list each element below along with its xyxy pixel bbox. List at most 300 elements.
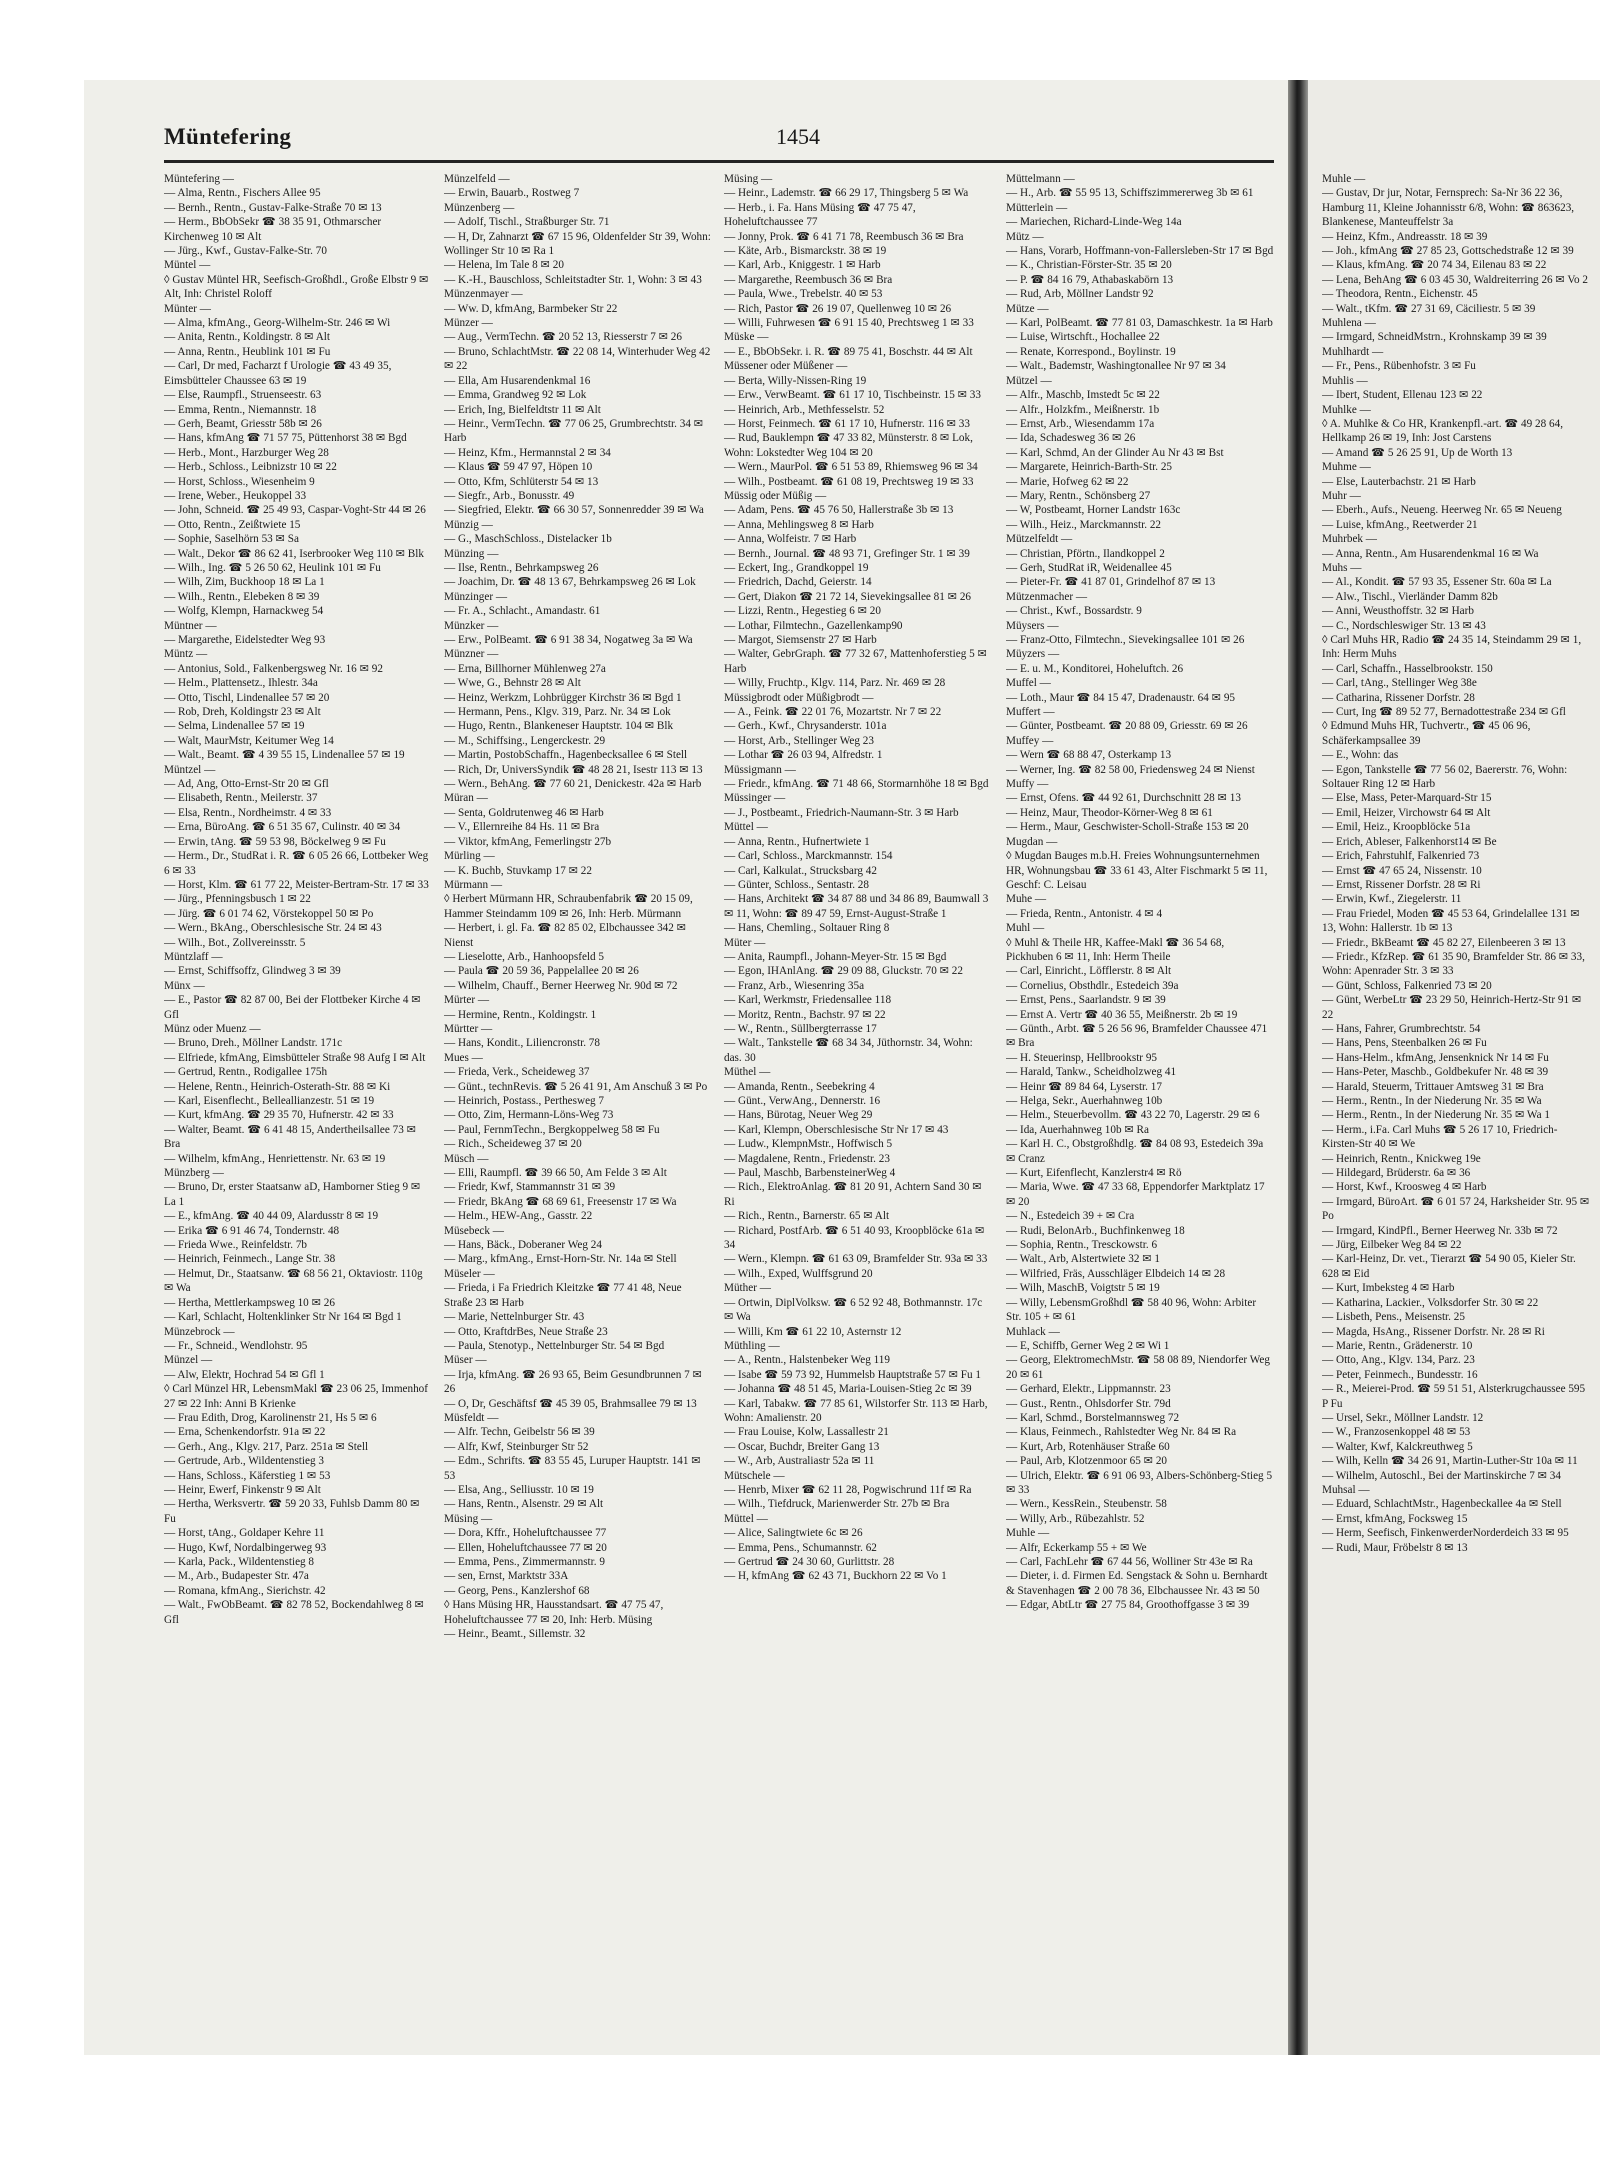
directory-entry: — Herbert, i. gl. Fa. ☎ 82 85 02, Elbchaussee 342 ✉ Nienst: [444, 922, 687, 949]
directory-entry: — Ludw., KlempnMstr., Hoffwisch 5: [724, 1138, 893, 1151]
page-number: 1454: [776, 124, 820, 149]
directory-entry: — Käte, Arb., Bismarckstr. 38 ✉ 19: [724, 245, 887, 258]
book-gutter: [1288, 80, 1308, 2055]
directory-entry: — K.-H., Bauschloss, Schleitstadter Str. 1, Wohn: 3 ✉ 43: [444, 273, 702, 286]
facing-page-entry: — Fr., Pens., Rübenhofstr. 3 ✉ Fu: [1322, 360, 1476, 373]
directory-entry: Mugdan —: [1006, 835, 1058, 848]
directory-entry: — Dieter, i. d. Firmen Ed. Sengstack & Sohn u. Bernhardt & Stavenhagen ☎ 2 00 78 36, Elbchaussee Nr. 43 ✉ 50: [1006, 1570, 1268, 1597]
facing-page-entry: — Irmgard, SchneidMstrn., Krohnskamp 39 ✉ 39: [1322, 331, 1547, 344]
directory-entry: Mützenmacher —: [1006, 590, 1088, 603]
facing-page-entry: — Friedr., BkBeamt ☎ 45 82 27, Eilenbeeren 3 ✉ 13: [1322, 936, 1566, 949]
directory-entry: — Eckert, Ing., Grandkoppel 19: [724, 561, 869, 574]
directory-entry: Münzberg —: [164, 1167, 224, 1180]
directory-entry: — Wilh., Tiefdruck, Marienwerder Str. 27b ✉ Bra: [724, 1498, 950, 1511]
scan-background-top: [0, 0, 1600, 78]
directory-entry: — Joachim, Dr. ☎ 48 13 67, Behrkampsweg 26 ✉ Lok: [444, 576, 696, 589]
directory-entry: — Edgar, AbtLtr ☎ 27 75 84, Groothoffgasse 3 ✉ 39: [1006, 1599, 1250, 1612]
facing-page-entry: — Kurt, Imbeksteg 4 ✉ Harb: [1322, 1282, 1455, 1295]
directory-entry: — Willy, LebensmGroßhdl ☎ 58 40 96, Wohn: Arbiter Str. 105 + ✉ 61: [1006, 1296, 1257, 1324]
directory-entry: — Helm., Plattensetz., Ihlestr. 34a: [164, 677, 318, 690]
directory-entry: — Bruno, SchlachtMstr. ☎ 22 08 14, Winterhuder Weg 42 ✉ 22: [444, 345, 711, 373]
facing-page-entry: Muhrbek —: [1322, 533, 1377, 546]
facing-page-entry: — Anni, Weusthoffstr. 32 ✉ Harb: [1322, 605, 1474, 618]
directory-entry: — Gertrude, Arb., Wildentenstieg 3: [164, 1455, 324, 1468]
directory-entry: — E., BbObSekr. i. R. ☎ 89 75 41, Boschstr. 44 ✉ Alt: [724, 345, 973, 358]
directory-entry: — Mariechen, Richard-Linde-Weg 14a: [1006, 216, 1182, 229]
directory-entry: Müsfeldt —: [444, 1411, 499, 1424]
directory-entry: — Herb., i. Fa. Hans Müsing ☎ 47 75 47, Hoheluftchaussee 77: [724, 201, 916, 229]
directory-column-4: [1006, 172, 1274, 2032]
directory-entry: — Anna, Mehlingsweg 8 ✉ Harb: [724, 518, 874, 531]
directory-entry: — Willi, Fuhrwesen ☎ 6 91 15 40, Prechtsweg 1 ✉ 33: [724, 317, 974, 330]
directory-entry: — Christian, Pförtn., Ilandkoppel 2: [1006, 547, 1165, 560]
directory-entry: Müntel —: [164, 259, 211, 272]
directory-entry: Müssener oder Müßener —: [724, 360, 848, 373]
facing-page-entry: — Luise, kfmAng., Reetwerder 21: [1322, 518, 1478, 531]
directory-entry: — sen, Ernst, Marktstr 33A: [444, 1570, 569, 1583]
directory-entry: Muhe —: [1006, 893, 1047, 906]
facing-page-entry: — Else, Lauterbachstr. 21 ✉ Harb: [1322, 475, 1476, 488]
directory-entry: — Wilh, MaschB, Voigtstr 5 ✉ 19: [1006, 1282, 1160, 1295]
facing-page-entry: — Else, Mass, Peter-Marquard-Str 15: [1322, 792, 1492, 805]
directory-entry: — Werner, Ing. ☎ 82 58 00, Friedensweg 24 ✉ Nienst: [1006, 763, 1255, 776]
directory-entry: Münzinger —: [444, 590, 508, 603]
directory-entry: — Emma, Pens., Schumannstr. 62: [724, 1541, 877, 1554]
directory-entry: — Henrb, Mixer ☎ 62 11 28, Pogwischrund 11f ✉ Ra: [724, 1483, 972, 1496]
directory-entry: — Gertrud ☎ 24 30 60, Gurlittstr. 28: [724, 1556, 895, 1568]
directory-entry: — Herb., Schloss., Leibnizstr 10 ✉ 22: [164, 461, 337, 474]
facing-page-entry: — Emil, Heizer, Virchowstr 64 ✉ Alt: [1322, 806, 1491, 819]
directory-entry: — Ortwin, DiplVolksw. ☎ 6 52 92 48, Bothmannstr. 17c ✉ Wa: [724, 1296, 983, 1324]
directory-entry: — Walter, GebrGraph. ☎ 77 32 67, Mattenhoferstieg 5 ✉ Harb: [724, 648, 987, 675]
directory-entry: — Rich., Rentn., Barnerstr. 65 ✉ Alt: [724, 1210, 890, 1223]
directory-entry: — Emma, Rentn., Niemannstr. 18: [164, 403, 317, 416]
directory-entry: — Alfr, Eckerkamp 55 + ✉ We: [1006, 1541, 1147, 1554]
directory-entry: Mütz —: [1006, 230, 1044, 243]
directory-entry: — Carl, Dr med, Facharzt f Urologie ☎ 43 49 35, Eimsbütteler Chaussee 63 ✉ 19: [164, 360, 392, 387]
directory-entry: Münx —: [164, 979, 205, 992]
directory-entry: — Gerh, Beamt, Griesstr 58b ✉ 26: [164, 417, 322, 430]
directory-entry: — Margarete, Heinrich-Barth-Str. 25: [1006, 461, 1173, 474]
directory-entry: — Jürg., Kwf., Gustav-Falke-Str. 70: [164, 245, 327, 258]
facing-page-entry: ◊ A. Muhlke & Co HR, Krankenpfl.-art. ☎ 49 28 64, Hellkamp 26 ✉ 19, Inh: Jost Carstens: [1322, 417, 1564, 445]
directory-entry: — Hans, Bäck., Doberaner Weg 24: [444, 1239, 602, 1252]
directory-entry: Muhl —: [1006, 922, 1045, 935]
directory-entry: — Helmut, Dr., Staatsanw. ☎ 68 56 21, Oktaviostr. 110g ✉ Wa: [164, 1267, 423, 1295]
facing-page-entry: ◊ Carl Muhs HR, Radio ☎ 24 35 14, Steindamm 29 ✉ 1, Inh: Herm Muhs: [1322, 634, 1582, 661]
facing-page-entry: — Otto, Ang., Klgv. 134, Parz. 23: [1322, 1354, 1475, 1367]
facing-page-entry: — Ernst, kfmAng, Focksweg 15: [1322, 1512, 1468, 1525]
directory-entry: — Sophia, Rentn., Tresckowstr. 6: [1006, 1239, 1158, 1252]
facing-page-entry: Muhlhardt —: [1322, 345, 1384, 358]
directory-entry: Muffey —: [1006, 734, 1054, 747]
directory-entry: — Oscar, Buchdr, Breiter Gang 13: [724, 1440, 880, 1453]
facing-page-entry: — Erwin, Kwf., Ziegelerstr. 11: [1322, 893, 1462, 906]
directory-entry: — Herm., Maur, Geschwister-Scholl-Straße 153 ✉ 20: [1006, 821, 1249, 834]
directory-entry: — Ilse, Rentn., Behrkampsweg 26: [444, 561, 599, 574]
directory-entry: — Karl, Arb., Kniggestr. 1 ✉ Harb: [724, 259, 881, 272]
directory-entry: — P. ☎ 84 16 79, Athabaskabörn 13: [1006, 273, 1174, 286]
facing-page-entry: — Erich, Ableser, Falkenhorst14 ✉ Be: [1322, 835, 1497, 848]
directory-entry: — Heinr., Lademstr. ☎ 66 29 17, Thingsberg 5 ✉ Wa: [724, 187, 969, 200]
facing-page-entry: Muhr —: [1322, 489, 1361, 502]
directory-entry: — Lizzi, Rentn., Hegestieg 6 ✉ 20: [724, 605, 881, 618]
facing-page-entry: — Frau Friedel, Moden ☎ 45 53 64, Grindelallee 131 ✉ 13, Wohn: Hallerstr. 1b ✉ 13: [1322, 907, 1580, 935]
directory-entry: — Wilhelm, kfmAng., Henriettenstr. Nr. 63 ✉ 19: [164, 1152, 386, 1165]
facing-page: [1308, 80, 1600, 2055]
directory-entry: — E. u. M., Konditorei, Hoheluftch. 26: [1006, 662, 1184, 675]
directory-entry: Müntner —: [164, 619, 217, 632]
directory-entry: — Alma, kfmAng., Georg-Wilhelm-Str. 246 ✉ Wi: [164, 317, 391, 330]
directory-entry: — Willy, Arb., Rübezahlstr. 52: [1006, 1512, 1145, 1525]
directory-entry: — W., Rentn., Süllbergterrasse 17: [724, 1022, 877, 1035]
directory-entry: — Marie, Nettelnburger Str. 43: [444, 1311, 585, 1324]
facing-page-entry: Muhme —: [1322, 461, 1371, 474]
facing-page-entry: — Rudi, Maur, Fröbelstr 8 ✉ 13: [1322, 1541, 1468, 1554]
directory-entry: — W, Postbeamt, Horner Landstr 163c: [1006, 504, 1181, 517]
directory-entry: — Hans, Bürotag, Neuer Weg 29: [724, 1109, 873, 1122]
directory-entry: — Hans, Rentn., Alsenstr. 29 ✉ Alt: [444, 1498, 604, 1511]
facing-page-entry: — Carl, tAng., Stellinger Weg 38e: [1322, 677, 1477, 690]
directory-entry: — Wern ☎ 68 88 47, Osterkamp 13: [1006, 749, 1172, 762]
directory-entry: — Wilh, Zim, Buckhoop 18 ✉ La 1: [164, 576, 325, 589]
directory-entry: — Otto, Zim, Hermann-Löns-Weg 73: [444, 1109, 614, 1122]
facing-page-entry: — Eduard, SchlachtMstr., Hagenbeckallee 4a ✉ Stell: [1322, 1498, 1562, 1511]
directory-entry: — Günter, Schloss., Sentastr. 28: [724, 878, 869, 891]
facing-page-entry: — Joh., kfmAng ☎ 27 85 23, Gottschedstraße 12 ✉ 39: [1322, 245, 1574, 258]
facing-page-entry: — Klaus, kfmAng. ☎ 20 74 34, Eilenau 83 ✉ 22: [1322, 259, 1547, 272]
facing-page-entry: — Harald, Steuerm, Trittauer Amtsweg 31 ✉ Bra: [1322, 1080, 1544, 1093]
directory-entry: — Otto, KraftdrBes, Neue Straße 23: [444, 1325, 608, 1338]
directory-entry: — Ww. D, kfmAng, Barmbeker Str 22: [444, 302, 618, 315]
facing-page-entry: — Catharina, Rissener Dorfstr. 28: [1322, 691, 1475, 704]
directory-entry: — Herb., Mont., Harzburger Weg 28: [164, 446, 329, 459]
directory-entry: Müssinger —: [724, 792, 786, 805]
directory-entry: — Alfr., Maschb, Imstedt 5c ✉ 22: [1006, 389, 1160, 402]
directory-entry: — Günter, Postbeamt. ☎ 20 88 09, Griesstr. 69 ✉ 26: [1006, 720, 1248, 733]
directory-entry: Muffy —: [1006, 778, 1049, 791]
directory-entry: — Fr. A., Schlacht., Amandastr. 61: [444, 605, 601, 618]
facing-page-entry: — Walter, Kwf, Kalckreuthweg 5: [1322, 1440, 1473, 1453]
directory-entry: — Wilh., Bot., Zollvereinsstr. 5: [164, 936, 306, 949]
directory-entry: — Karl, Klempn, Oberschlesische Str Nr 17 ✉ 43: [724, 1123, 949, 1136]
directory-entry: — Renate, Korrespond., Boylinstr. 19: [1006, 345, 1176, 358]
directory-entry: ◊ Carl Münzel HR, LebensmMakl ☎ 23 06 25, Immenhof 27 ✉ 22 Inh: Anni B Krienke: [164, 1383, 428, 1410]
directory-entry: — Hugo, Rentn., Blankeneser Hauptstr. 104 ✉ Blk: [444, 720, 674, 733]
directory-entry: Münzer —: [444, 317, 493, 330]
directory-entry: — H., Arb. ☎ 55 95 13, Schiffszimmererweg 3b ✉ 61: [1006, 187, 1254, 200]
directory-entry: — Wilh., Rentn., Elebeken 8 ✉ 39: [164, 590, 320, 603]
directory-entry: — Heinz, Maur, Theodor-Körner-Weg 8 ✉ 61: [1006, 806, 1213, 819]
directory-entry: — Willy, Fruchtp., Klgv. 114, Parz. Nr. 469 ✉ 28: [724, 677, 946, 690]
facing-page-entry: — Friedr., KfzRep. ☎ 61 35 90, Bramfelder Str. 86 ✉ 33, Wohn: Apenrader Str. 3 ✉ 33: [1322, 950, 1585, 978]
directory-entry: — Heinz, Werkzm, Lohbrügger Kirchstr 36 ✉ Bgd 1: [444, 691, 682, 704]
directory-entry: Müssigmann —: [724, 763, 796, 776]
facing-page-entry: — Carl, Schaffn., Hasselbrookstr. 150: [1322, 662, 1493, 675]
directory-entry: ◊ Herbert Mürmann HR, Schraubenfabrik ☎ 20 15 09, Hammer Steindamm 109 ✉ 26, Inh: Herb. Mürmann: [444, 893, 693, 920]
facing-page-entry: Muhlke —: [1322, 403, 1371, 416]
facing-page-entry: — Irmgard, BüroArt. ☎ 6 01 57 24, Harksheider Str. 95 ✉ Po: [1322, 1195, 1590, 1223]
directory-entry: — A., Feink. ☎ 22 01 76, Mozartstr. Nr 7 ✉ 22: [724, 706, 942, 719]
facing-page-entry: — Herm., Rentn., In der Niederung Nr. 35 ✉ Wa: [1322, 1095, 1542, 1107]
directory-entry: Müthel —: [724, 1066, 771, 1079]
directory-entry: — Wolfg, Klempn, Harnackweg 54: [164, 605, 324, 618]
directory-entry: — Rich, Dr, UniversSyndik ☎ 48 28 21, Isestr 113 ✉ 13: [444, 763, 703, 776]
page-header: [164, 124, 1274, 154]
directory-entry: — Heinr, Ewerf, Finkenstr 9 ✉ Alt: [164, 1483, 321, 1496]
facing-page-entry: — Gustav, Dr jur, Notar, Fernsprech: Sa-Nr 36 22 36, Hamburg 11, Kleine Johannisstr 6/8, Wohn: ☎ 863623, Blankenese, Manteuffelstr 3a: [1322, 187, 1575, 229]
directory-entry: — Rud, Arb, Möllner Landstr 92: [1006, 288, 1154, 301]
directory-entry: — M., Arb., Budapester Str. 47a: [164, 1570, 309, 1583]
directory-entry: Mützelfeldt —: [1006, 533, 1073, 546]
directory-entry: — John, Schneid. ☎ 25 49 93, Caspar-Voght-Str 44 ✉ 26: [164, 504, 426, 517]
directory-entry: Muffert —: [1006, 706, 1055, 719]
directory-entry: — Rud, Bauklempn ☎ 47 33 82, Münsterstr. 8 ✉ Lok, Wohn: Lokstedter Weg 104 ✉ 20: [724, 432, 973, 459]
directory-entry: — Paula, Stenotyp., Nettelnburger Str. 54 ✉ Bgd: [444, 1339, 665, 1352]
directory-entry: — Friedr, BkAng ☎ 68 69 61, Freesenstr 17 ✉ Wa: [444, 1195, 677, 1208]
directory-entry: — Carl, FachLehr ☎ 67 44 56, Wolliner Str 43e ✉ Ra: [1006, 1556, 1253, 1568]
directory-entry: Müther —: [724, 1282, 771, 1295]
directory-entry: — Bernh., Rentn., Gustav-Falke-Straße 70 ✉ 13: [164, 201, 382, 214]
facing-page-entry: — Irmgard, KindPfl., Berner Heerweg Nr. 33b ✉ 72: [1322, 1224, 1558, 1237]
directory-entry: — Erna, Schenkendorfstr. 91a ✉ 22: [164, 1426, 326, 1439]
directory-entry: — Irja, kfmAng. ☎ 26 93 65, Beim Gesundbrunnen 7 ✉ 26: [444, 1368, 702, 1396]
directory-entry: — Emma, Pens., Zimmermannstr. 9: [444, 1556, 605, 1568]
directory-entry: — Wern., BkAng., Oberschlesische Str. 24 ✉ 43: [164, 922, 382, 935]
directory-entry: — Horst, Klm. ☎ 61 77 22, Meister-Bertram-Str. 17 ✉ 33: [164, 878, 429, 891]
directory-entry: — Elsa, Rentn., Nordheimstr. 4 ✉ 33: [164, 806, 332, 819]
directory-entry: — Hertha, Mettlerkampsweg 10 ✉ 26: [164, 1296, 335, 1309]
directory-entry: — Kurt, Arb, Rotenhäuser Straße 60: [1006, 1440, 1170, 1453]
directory-entry: — Karl H. C., Obstgroßhdlg. ☎ 84 08 93, Estedeich 39a ✉ Cranz: [1006, 1138, 1264, 1165]
directory-entry: Müske —: [724, 331, 769, 344]
facing-page-entry: — C., Nordschleswiger Str. 13 ✉ 43: [1322, 619, 1486, 632]
directory-entry: — Karl, PolBeamt. ☎ 77 81 03, Damaschkestr. 1a ✉ Harb: [1006, 317, 1273, 330]
directory-entry: — Frieda, Verk., Scheideweg 37: [444, 1066, 590, 1079]
directory-entry: — E., Pastor ☎ 82 87 00, Bei der Flottbeker Kirche 4 ✉ Gfl: [164, 994, 421, 1021]
directory-entry: — Ernst, Pens., Saarlandstr. 9 ✉ 39: [1006, 994, 1166, 1007]
directory-entry: — Senta, Goldrutenweg 46 ✉ Harb: [444, 806, 604, 819]
directory-entry: Müssig oder Müßig —: [724, 489, 827, 502]
directory-entry: — Klaus, Feinmech., Rahlstedter Weg Nr. 84 ✉ Ra: [1006, 1426, 1237, 1439]
directory-entry: — Gertrud, Rentn., Rodigallee 175h: [164, 1066, 328, 1079]
directory-entry: — Helene, Rentn., Heinrich-Osterath-Str. 88 ✉ Ki: [164, 1080, 391, 1093]
directory-entry: Mütschele —: [724, 1469, 785, 1482]
facing-page-entry: — Katharina, Lackier., Volksdorfer Str. 30 ✉ 22: [1322, 1296, 1539, 1309]
directory-entry: Müysers —: [1006, 619, 1059, 632]
directory-entry: — Siegfried, Elektr. ☎ 66 30 57, Sonnenredder 39 ✉ Wa: [444, 504, 704, 517]
directory-entry: — Franz-Otto, Filmtechn., Sievekingsallee 101 ✉ 26: [1006, 634, 1245, 646]
directory-entry: Münzelfeld —: [444, 173, 510, 185]
facing-page-entry: — Horst, Kwf., Kroosweg 4 ✉ Harb: [1322, 1181, 1487, 1194]
directory-entry: — K. Buchb, Stuvkamp 17 ✉ 22: [444, 864, 592, 877]
directory-entry: — Carl, Schloss., Marckmannstr. 154: [724, 850, 893, 863]
directory-entry: — Maria, Wwe. ☎ 47 33 68, Eppendorfer Marktplatz 17 ✉ 20: [1006, 1181, 1265, 1208]
directory-entry: — Günt., VerwAng., Dennerstr. 16: [724, 1095, 881, 1107]
facing-page-entry: Muhlena —: [1322, 317, 1376, 330]
directory-entry: — Friedr, Kwf, Stammannstr 31 ✉ 39: [444, 1181, 616, 1194]
directory-entry: — Paul, Arb, Klotzenmoor 65 ✉ 20: [1006, 1455, 1168, 1468]
directory-entry: — Jonny, Prok. ☎ 6 41 71 78, Reembusch 36 ✉ Bra: [724, 230, 964, 243]
facing-page-entry: — Herm., Rentn., In der Niederung Nr. 35 ✉ Wa 1: [1322, 1109, 1550, 1122]
directory-entry: — Alfr. Techn, Geibelstr 56 ✉ 39: [444, 1426, 595, 1439]
directory-entry: — Herm., Dr., StudRat i. R. ☎ 6 05 26 66, Lottbeker Weg 6 ✉ 33: [164, 850, 429, 877]
directory-entry: — Frau Edith, Drog, Karolinenstr 21, Hs 5 ✉ 6: [164, 1411, 377, 1424]
directory-entry: — Loth., Maur ☎ 84 15 47, Dradenaustr. 64 ✉ 95: [1006, 691, 1236, 704]
facing-page-entry: — Ernst, Rissener Dorfstr. 28 ✉ Ri: [1322, 878, 1481, 891]
facing-page-entry: Muhle —: [1322, 173, 1366, 185]
directory-entry: — Kurt, Eifenflecht, Kanzlerstr4 ✉ Rö: [1006, 1167, 1182, 1180]
directory-entry: Münzker —: [444, 619, 499, 632]
directory-entry: — Erw., VerwBeamt. ☎ 61 17 10, Tischbeinstr. 15 ✉ 33: [724, 389, 981, 402]
facing-page-entry: Muhsal —: [1322, 1483, 1370, 1496]
directory-entry: — Horst, tAng., Goldaper Kehre 11: [164, 1527, 325, 1540]
directory-entry: — Viktor, kfmAng, Femerlingstr 27b: [444, 835, 612, 848]
directory-entry: Münzing —: [444, 547, 499, 560]
directory-entry: — Alice, Salingtwiete 6c ✉ 26: [724, 1527, 863, 1540]
directory-entry: — Marg., kfmAng., Ernst-Horn-Str. Nr. 14a ✉ Stell: [444, 1253, 677, 1266]
directory-entry: — Karl, Schmd., Borstelmannsweg 72: [1006, 1411, 1180, 1424]
directory-entry: Müsebeck —: [444, 1224, 504, 1237]
directory-entry: — Ida, Schadesweg 36 ✉ 26: [1006, 432, 1136, 445]
directory-entry: — Margarethe, Eidelstedter Weg 93: [164, 634, 326, 646]
running-head: Müntefering: [164, 124, 292, 149]
directory-entry: — Christ., Kwf., Bossardstr. 9: [1006, 605, 1142, 618]
facing-page-entry: — Erich, Fahrstuhlf, Falkenried 73: [1322, 850, 1480, 863]
directory-entry: — Selma, Lindenallee 57 ✉ 19: [164, 720, 305, 733]
directory-entry: — Magdalene, Rentn., Friedenstr. 23: [724, 1152, 890, 1165]
directory-entry: — Johanna ☎ 48 51 45, Maria-Louisen-Stieg 2c ✉ 39: [724, 1383, 972, 1396]
directory-entry: Mützel —: [1006, 374, 1052, 387]
directory-entry: — Adam, Pens. ☎ 45 76 50, Hallerstraße 3b ✉ 13: [724, 504, 954, 517]
directory-entry: Münz oder Muenz —: [164, 1022, 261, 1035]
directory-entry: Mürter —: [444, 994, 490, 1007]
directory-entry: — Anita, Raumpfl., Johann-Meyer-Str. 15 ✉ Bgd: [724, 950, 947, 963]
directory-entry: — Rich, Pastor ☎ 26 19 07, Quellenweg 10 ✉ 26: [724, 302, 952, 315]
directory-entry: — Wilh., Ing. ☎ 5 26 50 62, Heulink 101 ✉ Fu: [164, 561, 381, 574]
directory-entry: — Karla, Pack., Wildentenstieg 8: [164, 1556, 315, 1568]
directory-entry: — Hermine, Rentn., Koldingstr. 1: [444, 1008, 597, 1021]
directory-entry: — Mary, Rentn., Schönsberg 27: [1006, 489, 1151, 502]
directory-entry: — Frau Louise, Kolw, Lassallestr 21: [724, 1426, 889, 1439]
facing-page-entry: Muhs —: [1322, 561, 1362, 574]
directory-entry: — Gerh., Ang., Klgv. 217, Parz. 251a ✉ Stell: [164, 1440, 369, 1453]
directory-entry: — Horst, Schloss., Wiesenheim 9: [164, 475, 315, 488]
directory-entry: — Berta, Willy-Nissen-Ring 19: [724, 374, 867, 387]
directory-entry: — Luise, Wirtschft., Hochallee 22: [1006, 331, 1160, 344]
directory-entry: — W., Arb, Australiastr 52a ✉ 11: [724, 1455, 875, 1468]
facing-page-entry: — Hans-Peter, Maschb., Goldbekufer Nr. 48 ✉ 39: [1322, 1066, 1549, 1079]
directory-entry: — Georg, Pens., Kanzlershof 68: [444, 1584, 590, 1597]
directory-entry: Münzenberg —: [444, 201, 515, 214]
directory-entry: Münzig —: [444, 518, 493, 531]
directory-entry: — Wern., Klempn. ☎ 61 63 09, Bramfelder Str. 93a ✉ 33: [724, 1253, 988, 1266]
directory-entry: — Elsa, Ang., Selliusstr. 10 ✉ 19: [444, 1483, 594, 1496]
facing-page-entry: — Ibert, Student, Ellenau 123 ✉ 22: [1322, 389, 1483, 402]
directory-entry: — M., Schiffsing., Lengerckestr. 29: [444, 734, 606, 747]
directory-entry: — H, Dr, Zahnarzt ☎ 67 15 96, Oldenfelder Str 39, Wohn: Wollinger Str 10 ✉ Ra 1: [444, 230, 711, 258]
directory-entry: Müsch —: [444, 1152, 489, 1165]
directory-entry: — Gerh, StudRat iR, Weidenallee 45: [1006, 561, 1172, 574]
directory-entry: — J., Postbeamt., Friedrich-Naumann-Str. 3 ✉ Harb: [724, 806, 959, 819]
directory-entry: — Bernh., Journal. ☎ 48 93 71, Grefinger Str. 1 ✉ 39: [724, 547, 970, 560]
directory-entry: — Martin, PostobSchaffn., Hagenbecksallee 6 ✉ Stell: [444, 749, 688, 762]
directory-entry: — Hans, Kondit., Liliencronstr. 78: [444, 1037, 600, 1050]
directory-entry: Mues —: [444, 1051, 483, 1064]
directory-entry: — Anita, Rentn., Koldingstr. 8 ✉ Alt: [164, 331, 331, 344]
directory-entry: — O, Dr, Geschäftsf ☎ 45 39 05, Brahmsallee 79 ✉ 13: [444, 1397, 697, 1410]
directory-entry: — Karl, Schmd, An der Glinder Au Nr 43 ✉ Bst: [1006, 446, 1224, 459]
directory-entry: — E, Schiffb, Gerner Weg 2 ✉ Wi 1: [1006, 1339, 1170, 1352]
directory-entry: — Karl, Tabakw. ☎ 77 85 61, Wilstorfer Str. 113 ✉ Harb, Wohn: Amalienstr. 20: [724, 1397, 988, 1424]
directory-entry: — Richard, PostfArb. ☎ 6 51 40 93, Kroopblöcke 61a ✉ 34: [724, 1224, 985, 1252]
facing-page-entry: — Lisbeth, Pens., Meisenstr. 25: [1322, 1311, 1465, 1324]
directory-entry: Münzel —: [164, 1354, 213, 1367]
directory-entry: — Otto, Kfm, Schlüterstr 54 ✉ 13: [444, 475, 599, 488]
directory-entry: Müntzel —: [164, 763, 216, 776]
directory-entry: — Wern., KessRein., Steubenstr. 58: [1006, 1498, 1167, 1511]
facing-page-entry: — Hans, Pens, Steenbalken 26 ✉ Fu: [1322, 1037, 1487, 1050]
directory-entry: — Lothar ☎ 26 03 94, Alfredstr. 1: [724, 749, 883, 762]
directory-entry: — Erna, Billhorner Mühlenweg 27a: [444, 662, 606, 675]
directory-entry: — Pieter-Fr. ☎ 41 87 01, Grindelhof 87 ✉ 13: [1006, 576, 1216, 589]
directory-entry: — Erw., PolBeamt. ☎ 6 91 38 34, Nogatweg 3a ✉ Wa: [444, 634, 693, 646]
directory-entry: — Irene, Weber., Heukoppel 33: [164, 489, 307, 502]
directory-entry: — Klaus ☎ 59 47 97, Höpen 10: [444, 461, 593, 474]
facing-page-entry: — Alw., Tischl., Vierländer Damm 82b: [1322, 590, 1498, 603]
directory-page: [84, 80, 1288, 2055]
directory-entry: — Ernst A. Vertr ☎ 40 36 55, Meißnerstr. 2b ✉ 19: [1006, 1008, 1238, 1021]
directory-entry: — Walter, Beamt. ☎ 6 41 48 15, Andertheilsallee 73 ✉ Bra: [164, 1123, 416, 1151]
directory-entry: — Ernst, Ofens. ☎ 44 92 61, Durchschnitt 28 ✉ 13: [1006, 792, 1241, 805]
directory-entry: Muhle —: [1006, 1527, 1050, 1540]
directory-entry: — Karl, Schlacht, Holtenklinker Str Nr 164 ✉ Bgd 1: [164, 1311, 402, 1324]
directory-entry: — Emma, Grandweg 92 ✉ Lok: [444, 389, 587, 402]
directory-entry: — Rudi, BelonArb., Buchfinkenweg 18: [1006, 1224, 1185, 1237]
directory-entry: — K., Christian-Förster-Str. 35 ✉ 20: [1006, 259, 1172, 272]
directory-entry: Müntefering —: [164, 173, 234, 185]
header-rule: [164, 160, 1274, 163]
directory-entry: — Willi, Km ☎ 61 22 10, Asternstr 12: [724, 1325, 902, 1338]
directory-entry: — Ernst, Schiffsoffz, Glindweg 3 ✉ 39: [164, 965, 341, 978]
facing-page-entry: — Emil, Heiz., Kroopblöcke 51a: [1322, 821, 1471, 834]
scan-background-bottom: [0, 2055, 1600, 2177]
directory-entry: — N., Estedeich 39 + ✉ Cra: [1006, 1210, 1135, 1223]
facing-page-entry: — Lena, BehAng ☎ 6 03 45 30, Waldreiterring 26 ✉ Vo 2: [1322, 273, 1589, 286]
directory-entry: Mürtter —: [444, 1022, 493, 1035]
directory-entry: — Alma, Rentn., Fischers Allee 95: [164, 187, 321, 200]
directory-entry: — Walt., Tankstelle ☎ 68 34 34, Jüthornstr. 34, Wohn: das. 30: [724, 1037, 973, 1064]
directory-entry: Münter —: [164, 302, 211, 315]
directory-entry: ◊ Mugdan Bauges m.b.H. Freies Wohnungsunternehmen HR, Wohnungsbau ☎ 33 61 43, Alter Fischmarkt 5 ✉ 11, Geschf: C. Leisau: [1006, 850, 1268, 891]
facing-page-entry: — Karl-Heinz, Dr. vet., Tierarzt ☎ 54 90 05, Kieler Str. 628 ✉ Eid: [1322, 1253, 1576, 1280]
directory-entry: — Kurt, kfmAng. ☎ 29 35 70, Hufnerstr. 42 ✉ 33: [164, 1109, 394, 1122]
directory-entry: — Karl, Werkmstr, Friedensallee 118: [724, 994, 892, 1007]
facing-page-entry: — R., Meierei-Prod. ☎ 59 51 51, Alsterkrugchaussee 595 P Fu: [1322, 1383, 1586, 1410]
directory-entry: — H, kfmAng ☎ 62 43 71, Buckhorn 22 ✉ Vo 1: [724, 1570, 947, 1583]
directory-entry: Müntzlaff —: [164, 950, 223, 963]
directory-entry: — Carl, Kalkulat., Strucksbarg 42: [724, 864, 877, 877]
directory-column-1: [164, 172, 432, 2032]
directory-entry: — Hertha, Werksvertr. ☎ 59 20 33, Fuhlsb Damm 80 ✉ Fu: [164, 1498, 420, 1525]
directory-entry: — Helm., Steuerbevollm. ☎ 43 22 70, Lagerstr. 29 ✉ 6: [1006, 1109, 1260, 1122]
facing-page-entry: — Günt, Schloss, Falkenried 73 ✉ 20: [1322, 979, 1492, 992]
directory-entry: — Moritz, Rentn., Bachstr. 97 ✉ 22: [724, 1008, 886, 1021]
directory-entry: — Walt., Dekor ☎ 86 62 41, Iserbrooker Weg 110 ✉ Blk: [164, 547, 424, 560]
directory-entry: — Bruno, Dreh., Möllner Landstr. 171c: [164, 1037, 343, 1050]
facing-page-entry: — Hildegard, Brüderstr. 6a ✉ 36: [1322, 1167, 1471, 1180]
directory-entry: — Paul, Maschb, BarbensteinerWeg 4: [724, 1167, 896, 1180]
